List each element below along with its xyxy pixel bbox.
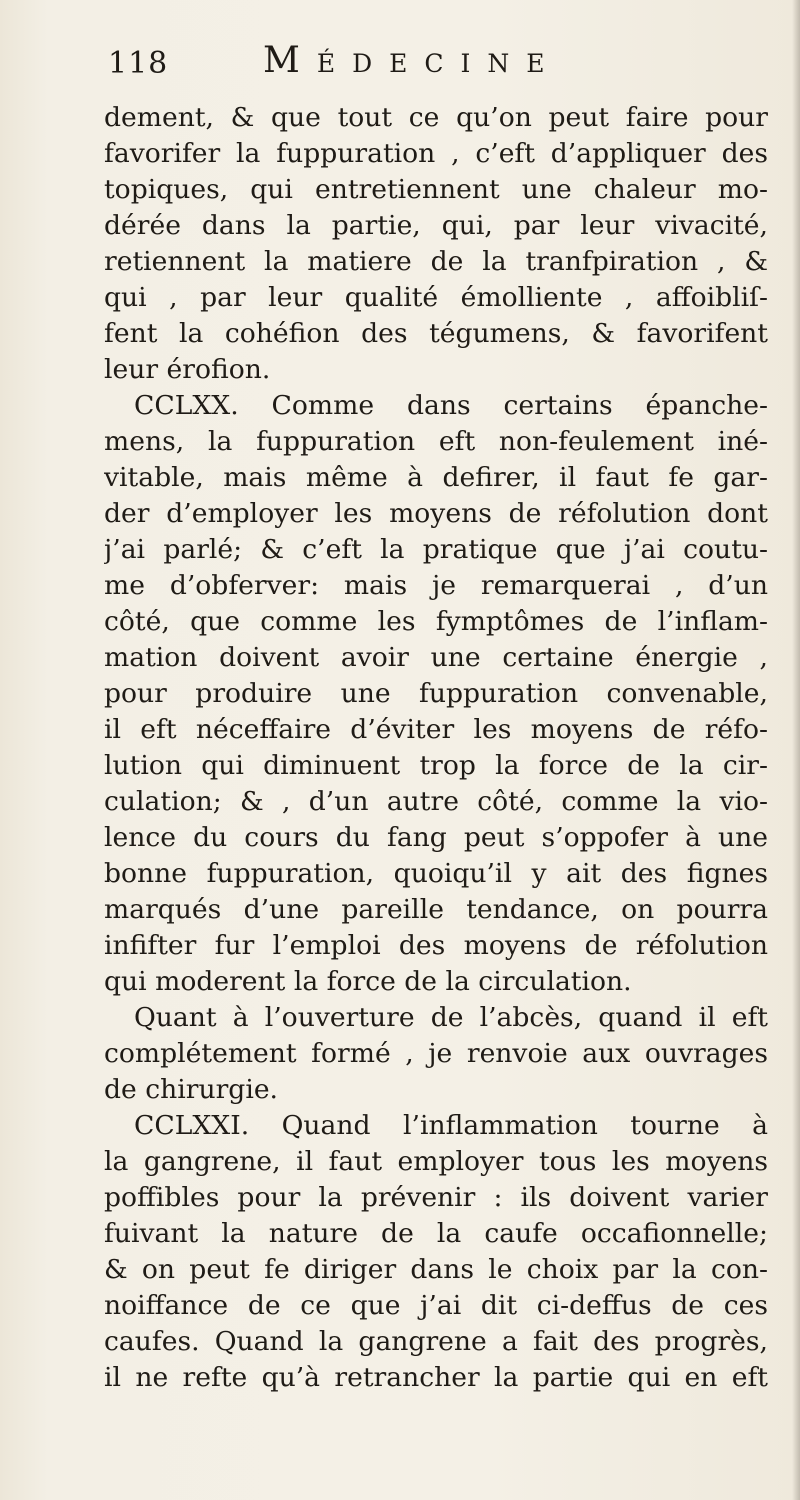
text-line: il eft néceffaire d’éviter les moyens de réfo- <box>104 714 768 745</box>
text-line: qui , par leur qualité émolliente , affoibliſ- <box>104 282 768 313</box>
text-line: lence du cours du fang peut s’oppofer à une <box>104 822 768 853</box>
text-line: il ne refte qu’à retrancher la partie qui en eft <box>104 1362 768 1393</box>
text-line: topiques, qui entretiennent une chaleur mo- <box>104 174 768 205</box>
text-line: bonne fuppuration, quoiqu’il y ait des fignes <box>104 858 768 889</box>
text-line: lution qui diminuent trop la force de la cir- <box>104 750 768 781</box>
text-line: me d’obferver: mais je remarquerai , d’un <box>104 570 768 601</box>
text-line: dement, & que tout ce qu’on peut faire pour <box>104 102 768 133</box>
text-line: poffibles pour la prévenir : ils doivent varier <box>104 1182 768 1213</box>
running-title: Médecine <box>263 40 562 81</box>
paragraph-heading-line: CCLXX. Comme dans certains épanche- <box>134 390 768 421</box>
text-line: infifter fur l’emploi des moyens de réfolution <box>104 930 768 961</box>
text-line: favorifer la fuppuration , c’eft d’appliquer des <box>104 138 768 169</box>
text-line: culation; & , d’un autre côté, comme la vio- <box>104 786 768 817</box>
text-line: vitable, mais même à defirer, il faut fe gar- <box>104 462 768 493</box>
text-line: fent la cohéfion des tégumens, & favorifent <box>104 318 768 349</box>
page-number: 118 <box>108 46 169 81</box>
text-line: Quant à l’ouverture de l’abcès, quand il eft <box>134 1002 768 1033</box>
text-line: pour produire une fuppuration convenable, <box>104 678 768 709</box>
text-line: la gangrene, il faut employer tous les moyens <box>104 1146 768 1177</box>
text-line: complétement formé , je renvoie aux ouvrages <box>104 1038 768 1069</box>
text-line: fuivant la nature de la caufe occafionnelle; <box>104 1218 768 1249</box>
text-line: marqués d’une pareille tendance, on pourra <box>104 894 768 925</box>
text-line: noiffance de ce que j’ai dit ci-deffus de ces <box>104 1290 768 1321</box>
text-line: qui moderent la force de la circulation. <box>104 966 632 997</box>
text-line: de chirurgie. <box>104 1074 279 1105</box>
body-text <box>104 100 768 1396</box>
text-line: mation doivent avoir une certaine énergie , <box>104 642 768 673</box>
text-line: & on peut fe diriger dans le choix par la con- <box>104 1254 768 1285</box>
page-header <box>108 40 768 90</box>
text-line: caufes. Quand la gangrene a fait des progrès, <box>104 1326 768 1357</box>
text-line: côté, que comme les fymptômes de l’inflam- <box>104 606 768 637</box>
text-line: der d’employer les moyens de réfolution dont <box>104 498 768 529</box>
page-edge-shadow <box>792 0 800 1500</box>
text-line: mens, la fuppuration eft non-feulement iné- <box>104 426 768 457</box>
text-line: leur érofion. <box>104 354 271 385</box>
paragraph-heading-line: CCLXXI. Quand l’inflammation tourne à <box>134 1110 768 1141</box>
text-line: dérée dans la partie, qui, par leur vivacité, <box>104 210 768 241</box>
text-line: retiennent la matiere de la tranfpiration , & <box>104 246 768 277</box>
text-line: j’ai parlé; & c’eft la pratique que j’ai coutu- <box>104 534 768 565</box>
